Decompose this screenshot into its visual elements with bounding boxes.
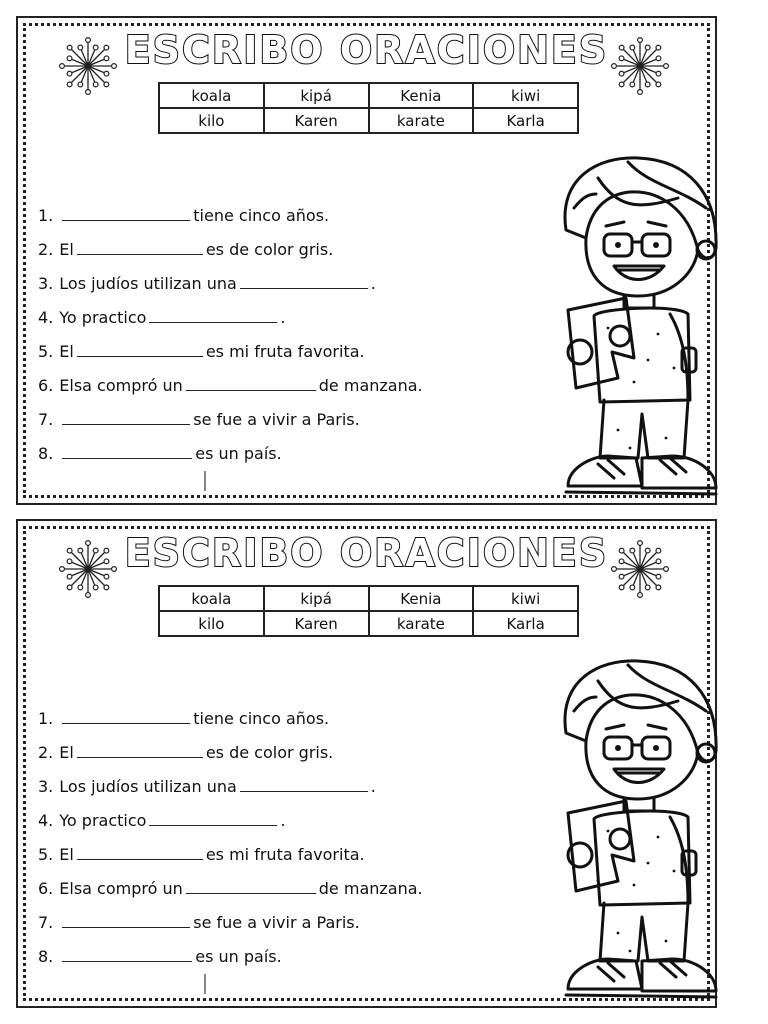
item-number: 2.: [38, 240, 54, 259]
sentence-end: tiene cinco años.: [193, 206, 330, 225]
word-bank: [158, 82, 579, 134]
word-cell: Kenia: [369, 83, 474, 108]
word-cell: Kenia: [369, 586, 474, 611]
sentence-start: Elsa compró un: [59, 879, 183, 898]
item-number: 8.: [38, 444, 54, 463]
sentence-list: [38, 206, 423, 478]
item-number: 1.: [38, 709, 54, 728]
item-number: 5.: [38, 342, 54, 361]
sentence-start: Los judíos utilizan una: [59, 777, 237, 796]
item-number: 3.: [38, 777, 54, 796]
sentence-start: El: [59, 240, 74, 259]
sentence-list: [38, 709, 423, 981]
item-number: 1.: [38, 206, 54, 225]
answer-blank[interactable]: [77, 845, 203, 860]
student-illustration: [538, 641, 718, 1001]
word-bank: [158, 585, 579, 637]
sentence-start: Yo practico: [59, 308, 147, 327]
word-cell: kilo: [159, 108, 264, 133]
answer-blank[interactable]: [62, 206, 190, 221]
worksheet-bottom: [16, 519, 717, 1008]
sentence-end: es mi fruta favorita.: [205, 845, 365, 864]
item-number: 8.: [38, 947, 54, 966]
sentence-item: [38, 913, 423, 947]
sentence-item: [38, 845, 423, 879]
sentence-item: [38, 947, 423, 981]
sentence-end: es un país.: [195, 444, 282, 463]
sentence-start: Los judíos utilizan una: [59, 274, 237, 293]
item-number: 4.: [38, 811, 54, 830]
sentence-end: .: [370, 274, 376, 293]
sentence-item: [38, 342, 423, 376]
answer-blank[interactable]: [186, 879, 316, 894]
answer-blank[interactable]: [240, 274, 368, 289]
word-cell: kiwi: [473, 83, 578, 108]
answer-blank[interactable]: [149, 308, 277, 323]
answer-blank[interactable]: [77, 743, 203, 758]
word-cell: koala: [159, 83, 264, 108]
answer-blank[interactable]: [62, 913, 190, 928]
sentence-item: [38, 743, 423, 777]
word-cell: kilo: [159, 611, 264, 636]
page-title: ESCRIBO ORACIONES: [124, 28, 609, 72]
sentence-item: [38, 240, 423, 274]
sentence-end: tiene cinco años.: [193, 709, 330, 728]
sentence-end: .: [370, 777, 376, 796]
answer-blank[interactable]: [77, 342, 203, 357]
sentence-item: [38, 777, 423, 811]
sentence-end: es mi fruta favorita.: [205, 342, 365, 361]
word-cell: karate: [369, 611, 474, 636]
sentence-end: de manzana.: [318, 376, 423, 395]
word-bank-row: [159, 108, 578, 133]
item-number: 4.: [38, 308, 54, 327]
item-number: 7.: [38, 410, 54, 429]
word-cell: Karla: [473, 108, 578, 133]
item-number: 6.: [38, 376, 54, 395]
answer-blank[interactable]: [62, 444, 192, 459]
sentence-end: es un país.: [195, 947, 282, 966]
sentence-end: .: [280, 308, 286, 327]
sentence-start: El: [59, 342, 74, 361]
page-title: ESCRIBO ORACIONES: [124, 531, 609, 575]
sentence-item: [38, 709, 423, 743]
sentence-item: [38, 811, 423, 845]
sentence-item: [38, 206, 423, 240]
word-bank-row: [159, 611, 578, 636]
word-bank-row: [159, 586, 578, 611]
answer-blank[interactable]: [62, 947, 192, 962]
divider-tick: [204, 471, 206, 491]
answer-blank[interactable]: [62, 709, 190, 724]
sentence-end: se fue a vivir a Paris.: [193, 410, 360, 429]
sentence-end: se fue a vivir a Paris.: [193, 913, 360, 932]
word-cell: Karen: [264, 611, 369, 636]
answer-blank[interactable]: [240, 777, 368, 792]
answer-blank[interactable]: [62, 410, 190, 425]
student-illustration: [538, 138, 718, 498]
word-cell: kipá: [264, 586, 369, 611]
sentence-item: [38, 444, 423, 478]
item-number: 5.: [38, 845, 54, 864]
sentence-end: .: [280, 811, 286, 830]
sentence-end: es de color gris.: [205, 240, 334, 259]
item-number: 7.: [38, 913, 54, 932]
sentence-end: de manzana.: [318, 879, 423, 898]
sentence-start: El: [59, 845, 74, 864]
word-cell: koala: [159, 586, 264, 611]
sentence-end: es de color gris.: [205, 743, 334, 762]
word-bank-row: [159, 83, 578, 108]
answer-blank[interactable]: [149, 811, 277, 826]
sentence-item: [38, 376, 423, 410]
item-number: 6.: [38, 879, 54, 898]
sentence-start: Elsa compró un: [59, 376, 183, 395]
sentence-item: [38, 879, 423, 913]
item-number: 2.: [38, 743, 54, 762]
worksheet-top: [16, 16, 717, 505]
sentence-start: Yo practico: [59, 811, 147, 830]
sentence-item: [38, 410, 423, 444]
word-cell: kiwi: [473, 586, 578, 611]
word-cell: kipá: [264, 83, 369, 108]
sentence-start: El: [59, 743, 74, 762]
word-cell: Karla: [473, 611, 578, 636]
answer-blank[interactable]: [186, 376, 316, 391]
word-cell: karate: [369, 108, 474, 133]
divider-tick: [204, 974, 206, 994]
answer-blank[interactable]: [77, 240, 203, 255]
sentence-item: [38, 274, 423, 308]
item-number: 3.: [38, 274, 54, 293]
sentence-item: [38, 308, 423, 342]
word-cell: Karen: [264, 108, 369, 133]
